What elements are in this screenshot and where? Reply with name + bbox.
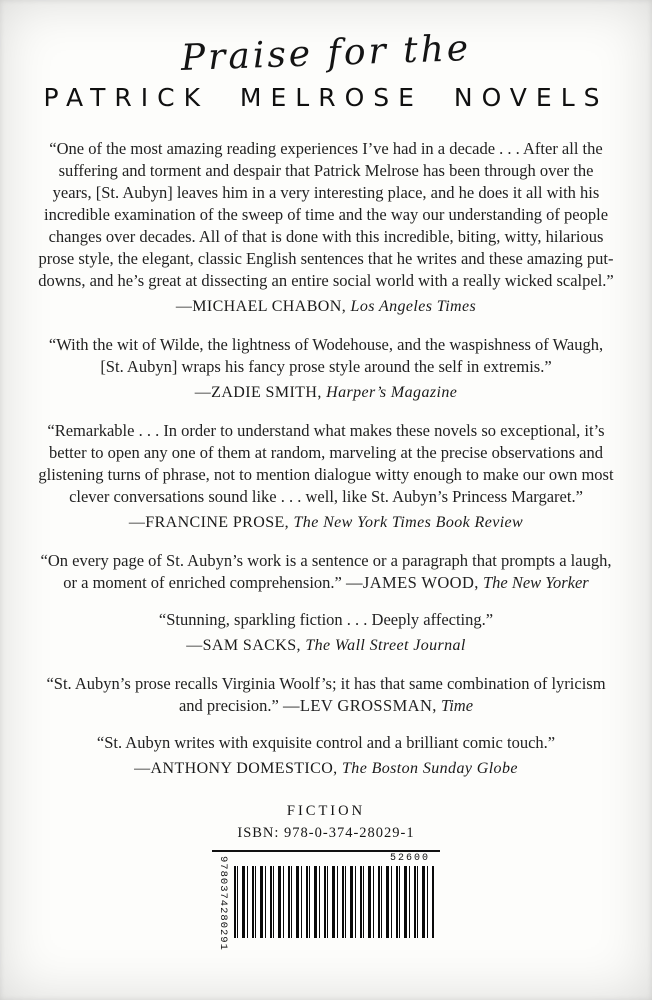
quote-attribution [38,757,614,781]
quote-attribution [38,381,614,405]
quote-source: The New Yorker [482,573,589,593]
quote-text: “One of the most amazing reading experiences I’ve had in a decade . . . After all the suffering and torment and despair that Patrick Melrose has been through over the years, [St. Aubyn] leaves him in a very interesting place, and he does it all with his incredible examination of the sweep of time and the way our understanding of people changes over decades. All of that is done with this incredible, biting, witty, hilarious prose style, the elegant, classic English sentences that he writes and these amazing put-downs, and he’s great at dissecting an entire social world with a really wicked scalpel.” [38,139,614,291]
quote-attribution-name: —ZADIE SMITH, [194,384,322,402]
quote-source: The Wall Street Journal [305,637,466,655]
quote-source: Time [440,696,474,716]
quote-attribution-name: —MICHAEL CHABON, [175,298,347,316]
header [0,27,652,112]
isbn-label: ISBN: 978-0-374-28029-1 [237,825,415,842]
quote-text: “St. Aubyn writes with exquisite control and a brilliant comic touch.” [96,733,556,753]
quote-attribution-name: —FRANCINE PROSE, [128,514,290,532]
praise-heading: Praise for the [180,27,472,80]
quote-text: “With the wit of Wilde, the lightness of Wodehouse, and the waspishness of Waugh, [St. Aubyn] wraps his fancy prose style around the self in extremis.” [48,335,604,377]
quote-source: Los Angeles Times [350,298,477,316]
quote-block [38,550,614,594]
quote-text [38,673,614,717]
quote-block [38,732,614,781]
quote-attribution-name: —SAM SACKS, [186,637,301,655]
quote-text-span: “On every page of St. Aubyn’s work is a sentence or a paragraph that prompts a laugh, or a moment of enriched comprehension.” [40,551,612,593]
quote-source: The New York Times Book Review [293,514,524,532]
quote-block [38,334,614,405]
quote-source: Harper’s Magazine [326,384,458,402]
barcode [212,850,440,952]
quote-text-span: “St. Aubyn’s prose recalls Virginia Woolf’s; it has that same combination of lyricism and precision.” [46,674,606,716]
footer [0,803,652,952]
quote-attribution [38,295,614,319]
quote-attribution [38,511,614,535]
quote-attribution-name: —JAMES WOOD, [345,573,479,593]
quotes-section [0,138,652,781]
barcode-addon-number: 52600 [389,853,430,865]
quote-block [38,609,614,658]
book-title-heading: PATRICK MELROSE NOVELS [43,82,609,112]
quote-text: “Stunning, sparkling fiction . . . Deeply affecting.” [158,610,494,630]
quote-text [38,550,614,594]
barcode-bars [234,866,434,938]
quote-attribution-name: —LEV GROSSMAN, [282,696,437,716]
quote-text: “Remarkable . . . In order to understand what makes these novels so exceptional, it’s better to open any one of them at random, marveling at the precise observations and glistening turns of phrase, not to mention dialogue witty enough to make our own most clever conversations sound like . . . well, like St. Aubyn’s Princess Margaret.” [38,421,614,507]
quote-attribution-name: —ANTHONY DOMESTICO, [134,760,338,778]
category-label: FICTION [286,803,366,820]
barcode-digits: 9780374280291 [217,856,229,952]
quote-block [38,673,614,717]
quote-attribution [38,634,614,658]
quote-block [38,420,614,535]
quote-source: The Boston Sunday Globe [342,760,518,778]
quote-block [38,138,614,319]
